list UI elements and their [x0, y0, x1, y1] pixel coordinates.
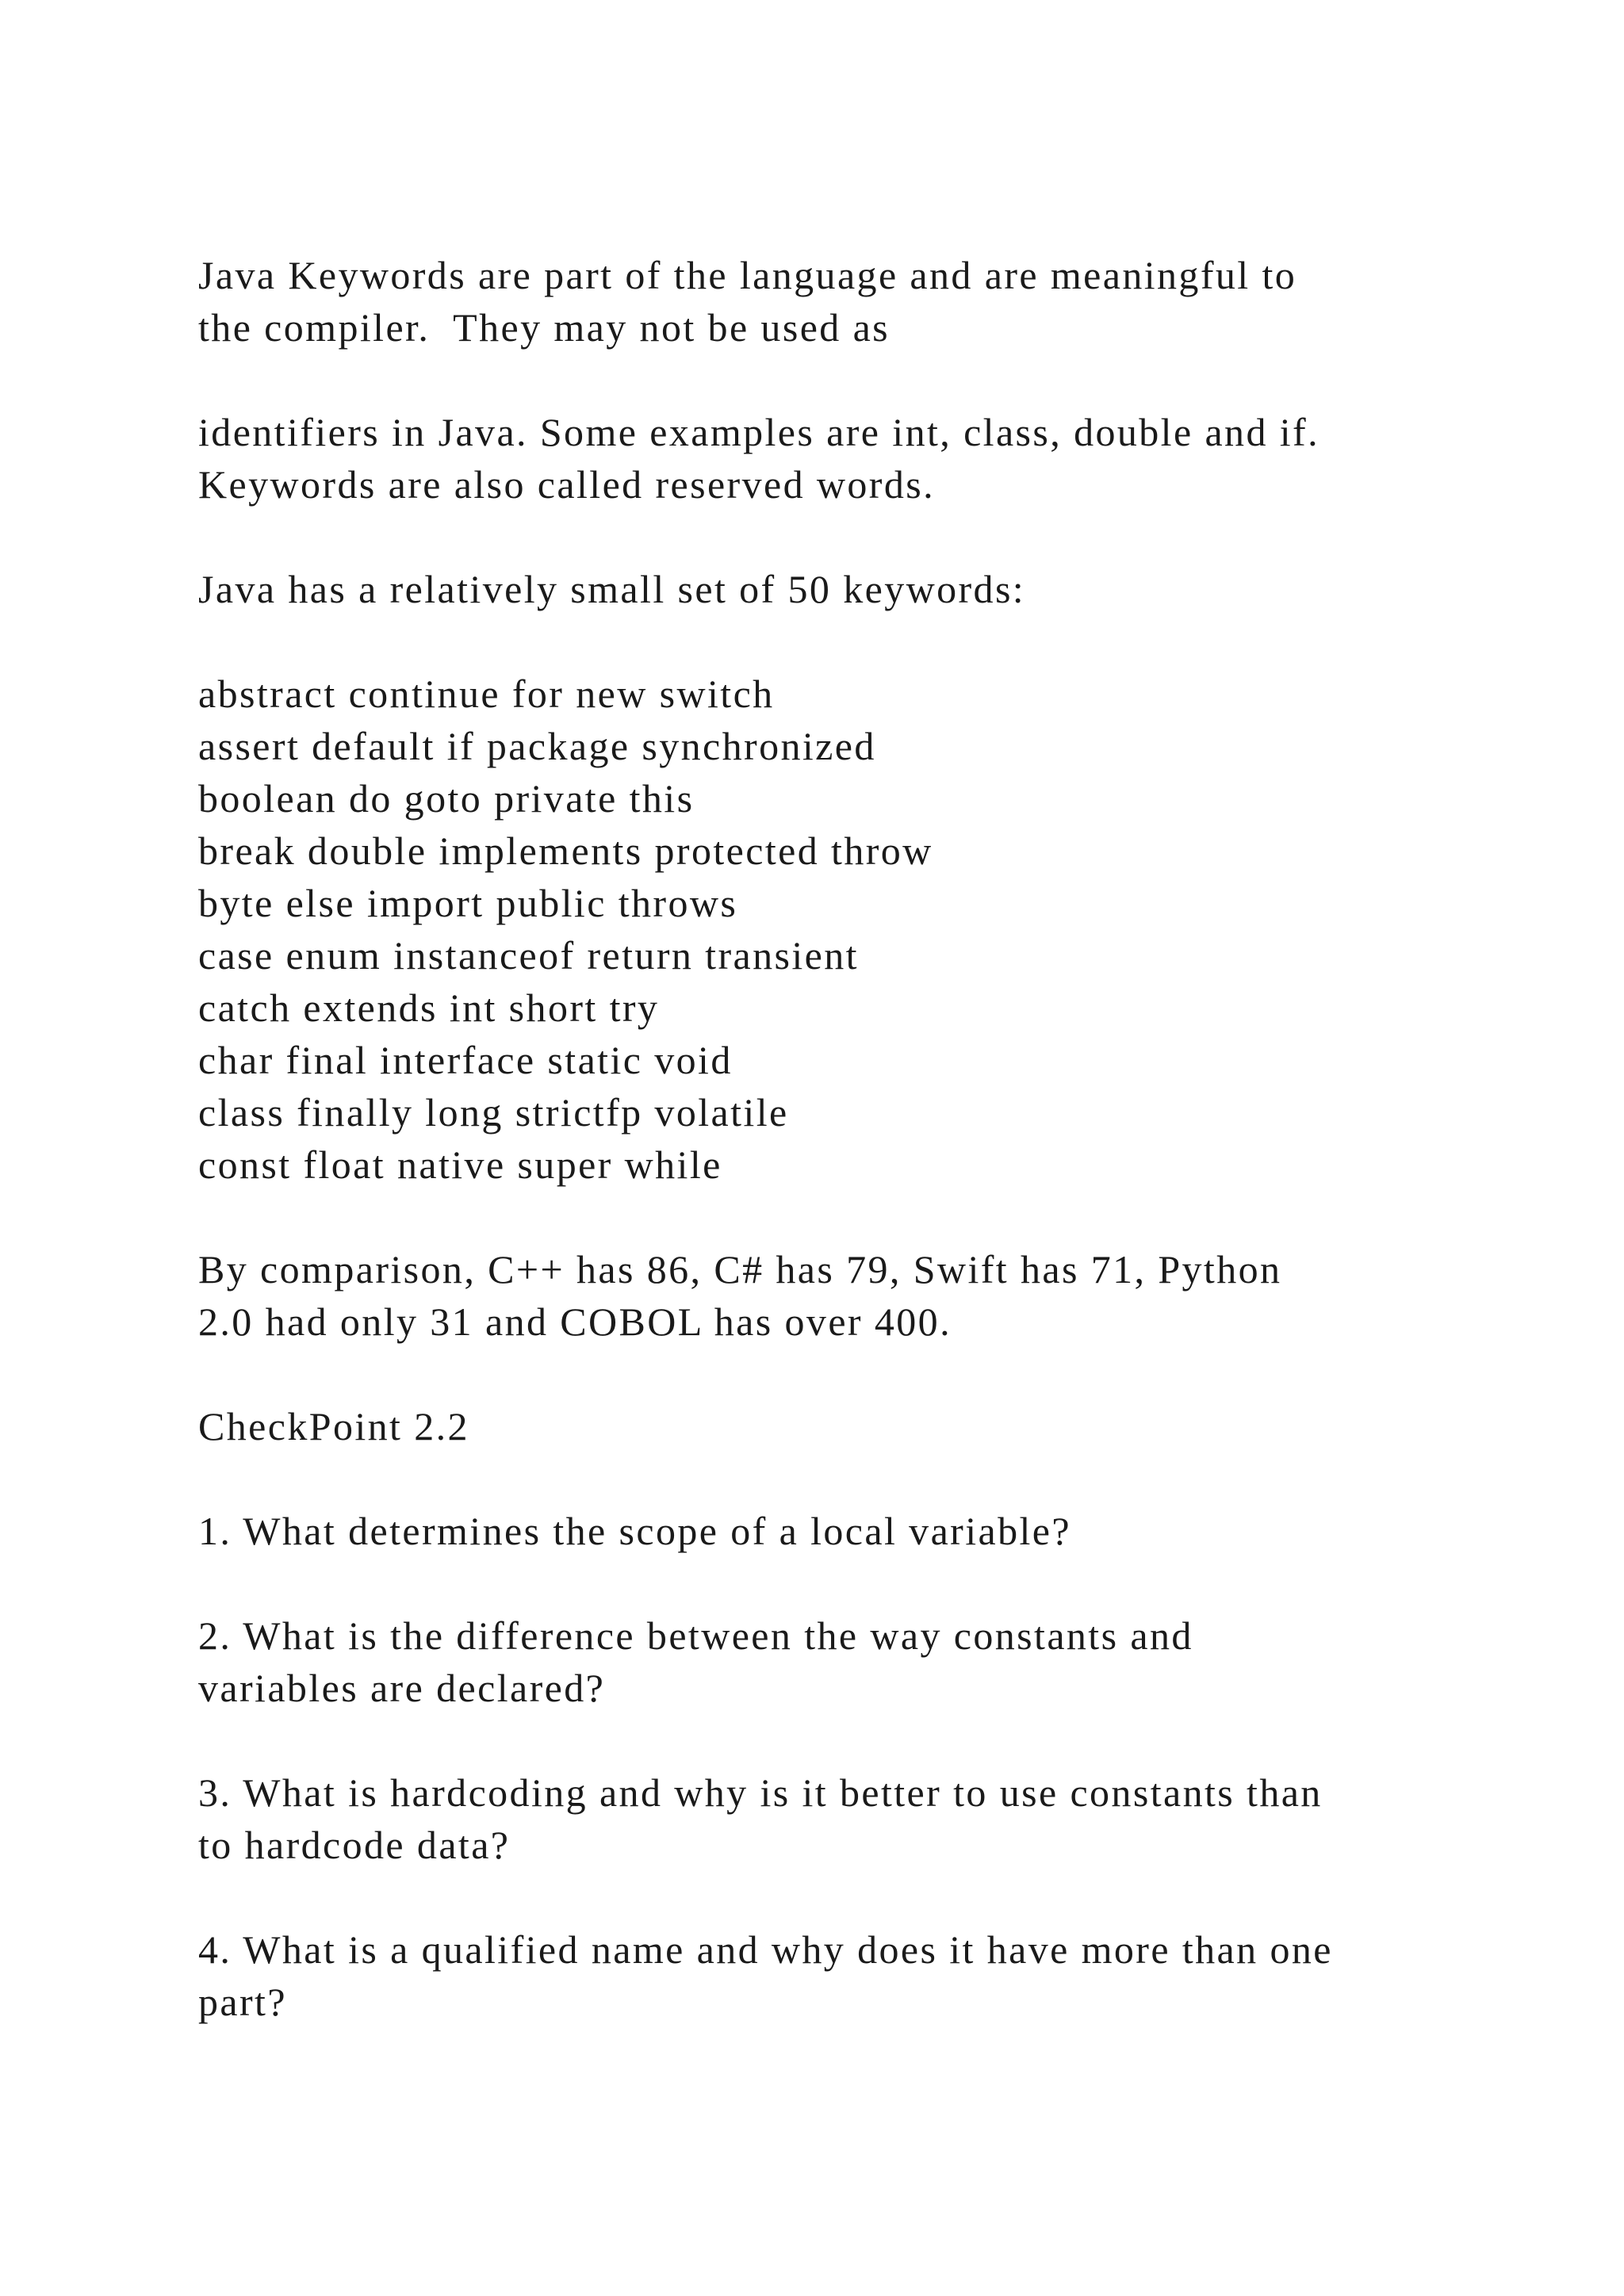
keyword-row: break double implements protected throw: [198, 828, 933, 873]
intro-line-2: the compiler. They may not be used as: [198, 305, 891, 350]
spacer: [198, 615, 1499, 668]
spacer: [198, 1714, 1499, 1766]
keyword-row: char final interface static void: [198, 1038, 733, 1082]
intro-line-1: Java Keywords are part of the language and are meaningful to: [198, 253, 1297, 297]
question-3-line-2: to hardcode data?: [198, 1823, 511, 1867]
spacer: [198, 1871, 1499, 1923]
keyword-row: catch extends int short try: [198, 985, 660, 1030]
question-4-line-1: 4. What is a qualified name and why does it have more than one: [198, 1927, 1333, 1972]
spacer: [198, 1348, 1499, 1400]
keyword-row: const float native super while: [198, 1142, 722, 1187]
document-page: [198, 249, 1499, 2028]
keyword-row: byte else import public throws: [198, 881, 738, 925]
spacer: [198, 1191, 1499, 1243]
keyword-row: case enum instanceof return transient: [198, 933, 859, 978]
keyword-row: assert default if package synchronized: [198, 724, 876, 768]
spacer: [198, 1557, 1499, 1609]
question-3-line-1: 3. What is hardcoding and why is it better to use constants than: [198, 1770, 1323, 1815]
comparison-line-2: 2.0 had only 31 and COBOL has over 400.: [198, 1299, 952, 1344]
keyword-row: abstract continue for new switch: [198, 672, 775, 716]
keyword-list: [198, 668, 1499, 1191]
keywords-heading: Java has a relatively small set of 50 keywords:: [198, 567, 1026, 611]
keyword-row: class finally long strictfp volatile: [198, 1090, 789, 1135]
question-1: 1. What determines the scope of a local variable?: [198, 1509, 1071, 1553]
intro-line-3: identifiers in Java. Some examples are int, class, double and if.: [198, 410, 1320, 454]
keyword-row: boolean do goto private this: [198, 776, 695, 821]
spacer: [198, 511, 1499, 563]
question-2-line-1: 2. What is the difference between the way constants and: [198, 1613, 1193, 1658]
spacer: [198, 354, 1499, 406]
comparison-line-1: By comparison, C++ has 86, C# has 79, Swift has 71, Python: [198, 1247, 1282, 1292]
intro-line-4: Keywords are also called reserved words.: [198, 462, 936, 507]
checkpoint-title: CheckPoint 2.2: [198, 1404, 469, 1448]
question-2-line-2: variables are declared?: [198, 1666, 606, 1710]
question-4-line-2: part?: [198, 1980, 287, 2024]
spacer: [198, 1452, 1499, 1505]
